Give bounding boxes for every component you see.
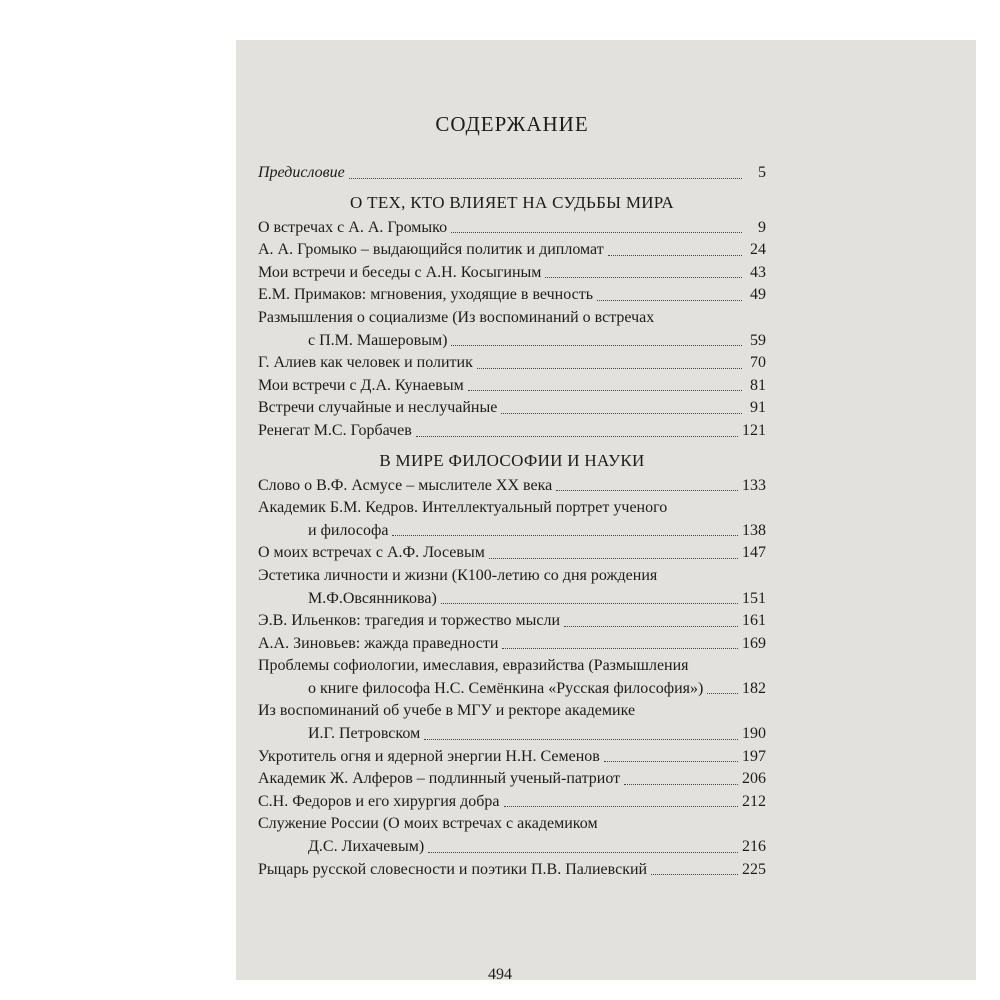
entry-title: Предисловие — [258, 164, 345, 181]
entry-page: 24 — [750, 241, 766, 259]
entry-row — [258, 330, 766, 353]
entry-page: 161 — [742, 612, 766, 630]
entry-title: Слово о В.Ф. Асмусе – мыслителе XX века — [258, 476, 553, 494]
entry-title: Э.В. Ильенков: трагедия и торжество мысли — [258, 612, 561, 630]
entry-row — [258, 678, 766, 701]
entry-title-line: Эстетика личности и жизни (К100-летию со дня рождения — [258, 566, 658, 584]
toc-entry — [258, 813, 766, 858]
toc-entry — [258, 859, 766, 882]
toc-sections — [258, 191, 766, 882]
entry-page: 138 — [742, 521, 766, 539]
toc-entry — [258, 217, 766, 240]
dot-leader — [392, 535, 738, 536]
entry-row — [258, 475, 766, 498]
dot-leader — [424, 739, 738, 740]
dot-leader — [545, 277, 742, 278]
entry-row — [258, 768, 766, 791]
toc-entry — [258, 475, 766, 498]
table-of-contents — [258, 112, 766, 881]
entry-page: 147 — [742, 544, 766, 562]
entry-page: 197 — [742, 747, 766, 765]
entry-page: 70 — [750, 354, 766, 372]
entry-row — [258, 542, 766, 565]
entry-page: 133 — [742, 476, 766, 494]
entry-title: А. А. Громыко – выдающийся политик и дипломат — [258, 241, 604, 259]
entry-title: Встречи случайные и неслучайные — [258, 399, 498, 417]
entry-row — [258, 746, 766, 769]
toc-entry — [258, 746, 766, 769]
entry-title-line: Служение России (О моих встречах с академиком — [258, 815, 598, 833]
dot-leader — [604, 761, 738, 762]
entry-row — [258, 420, 766, 443]
dot-leader — [624, 784, 738, 785]
section-title: В МИРЕ ФИЛОСОФИИ И НАУКИ — [379, 450, 645, 470]
dot-leader — [349, 178, 742, 179]
entry-page: 91 — [750, 399, 766, 417]
entry-page: 81 — [750, 376, 766, 394]
entry-row — [258, 588, 766, 611]
entry-page: 206 — [742, 770, 766, 788]
entry-title-line: Из воспоминаний об учебе в МГУ и ректоре академике — [258, 702, 636, 720]
toc-entry — [258, 239, 766, 262]
entry-row — [258, 610, 766, 633]
entry-title: О моих встречах с А.Ф. Лосевым — [258, 544, 485, 562]
toc-entry — [258, 397, 766, 420]
entry-row — [258, 375, 766, 398]
toc-entry — [258, 542, 766, 565]
entry-title: Мои встречи с Д.А. Кунаевым — [258, 376, 464, 394]
dot-leader — [489, 558, 738, 559]
entry-row — [258, 791, 766, 814]
entry-row — [258, 262, 766, 285]
toc-entry — [258, 768, 766, 791]
section-title: О ТЕХ, КТО ВЛИЯЕТ НА СУДЬБЫ МИРА — [350, 192, 674, 212]
dot-leader — [502, 648, 738, 649]
entry-title-line: Академик Б.М. Кедров. Интеллектуальный портрет ученого — [258, 499, 668, 517]
entry-row — [258, 520, 766, 543]
dot-leader — [501, 413, 742, 414]
entry-title: Академик Ж. Алферов – подлинный ученый-патриот — [258, 770, 621, 788]
toc-entry — [258, 610, 766, 633]
entry-page: 225 — [742, 860, 766, 878]
entry-page: 59 — [750, 331, 766, 349]
entry-title: О встречах с А. А. Громыко — [258, 218, 448, 236]
entry-title: с П.М. Машеровым) — [308, 331, 448, 349]
toc-entry — [258, 420, 766, 443]
entry-title: Д.С. Лихачевым) — [308, 838, 425, 856]
dot-leader — [564, 626, 738, 627]
toc-entry — [258, 307, 766, 352]
dot-leader — [441, 603, 738, 604]
entry-title: С.Н. Федоров и его хирургия добра — [258, 792, 500, 810]
dot-leader — [556, 490, 738, 491]
entry-title-line: Проблемы софиологии, имеславия, евразийства (Размышления — [258, 657, 689, 675]
dot-leader — [451, 345, 742, 346]
dot-leader — [428, 852, 738, 853]
entry-row — [258, 859, 766, 882]
entry-row — [258, 397, 766, 420]
entry-title: Укротитель огня и ядерной энергии Н.Н. Семенов — [258, 747, 600, 765]
entry-row — [258, 239, 766, 262]
toc-entry — [258, 375, 766, 398]
toc-entry — [258, 284, 766, 307]
entry-page: 216 — [742, 838, 766, 856]
page-number: 494 — [488, 966, 512, 983]
dot-leader — [608, 255, 742, 256]
entry-title: М.Ф.Овсянникова) — [308, 589, 437, 607]
entry-page: 169 — [742, 634, 766, 652]
entry-page: 190 — [742, 725, 766, 743]
entry-title: Г. Алиев как человек и политик — [258, 354, 473, 372]
entry-page: 151 — [742, 589, 766, 607]
toc-entry — [258, 700, 766, 745]
entry-title: А.А. Зиновьев: жажда праведности — [258, 634, 499, 652]
toc-entry — [258, 655, 766, 700]
entry-title: И.Г. Петровском — [308, 725, 421, 743]
toc-entry — [258, 497, 766, 542]
entry-row — [258, 723, 766, 746]
entry-page: 5 — [758, 164, 766, 181]
entry-row — [258, 352, 766, 375]
entry-title: и философа — [308, 521, 389, 539]
entry-page: 49 — [750, 286, 766, 304]
toc-entry — [258, 352, 766, 375]
entry-title-line: Размышления о социализме (Из воспоминаний о встречах — [258, 308, 655, 326]
toc-title: СОДЕРЖАНИЕ — [435, 112, 589, 136]
entry-page: 212 — [742, 792, 766, 810]
dot-leader — [707, 693, 738, 694]
entry-title: о книге философа Н.С. Семёнкина «Русская философия») — [308, 679, 704, 697]
entry-title: Ренегат М.С. Горбачев — [258, 421, 412, 439]
entry-row — [258, 284, 766, 307]
dot-leader — [468, 390, 742, 391]
entry-page: 43 — [750, 263, 766, 281]
dot-leader — [651, 874, 738, 875]
entry-page: 9 — [758, 218, 766, 236]
entry-page: 182 — [742, 679, 766, 697]
entry-title: Рыцарь русской словесности и поэтики П.В. Палиевский — [258, 860, 648, 878]
toc-entry-preface — [258, 162, 766, 185]
dot-leader — [416, 436, 738, 437]
entry-row — [258, 217, 766, 240]
entry-title: Е.М. Примаков: мгновения, уходящие в вечность — [258, 286, 594, 304]
toc-entry — [258, 565, 766, 610]
entry-page: 121 — [742, 421, 766, 439]
entry-title: Мои встречи и беседы с А.Н. Косыгиным — [258, 263, 542, 281]
dot-leader — [504, 806, 739, 807]
dot-leader — [451, 232, 742, 233]
toc-entry — [258, 633, 766, 656]
dot-leader — [597, 300, 742, 301]
entry-row — [258, 633, 766, 656]
entry-row — [258, 836, 766, 859]
dot-leader — [477, 368, 742, 369]
toc-entry — [258, 791, 766, 814]
toc-entry — [258, 262, 766, 285]
